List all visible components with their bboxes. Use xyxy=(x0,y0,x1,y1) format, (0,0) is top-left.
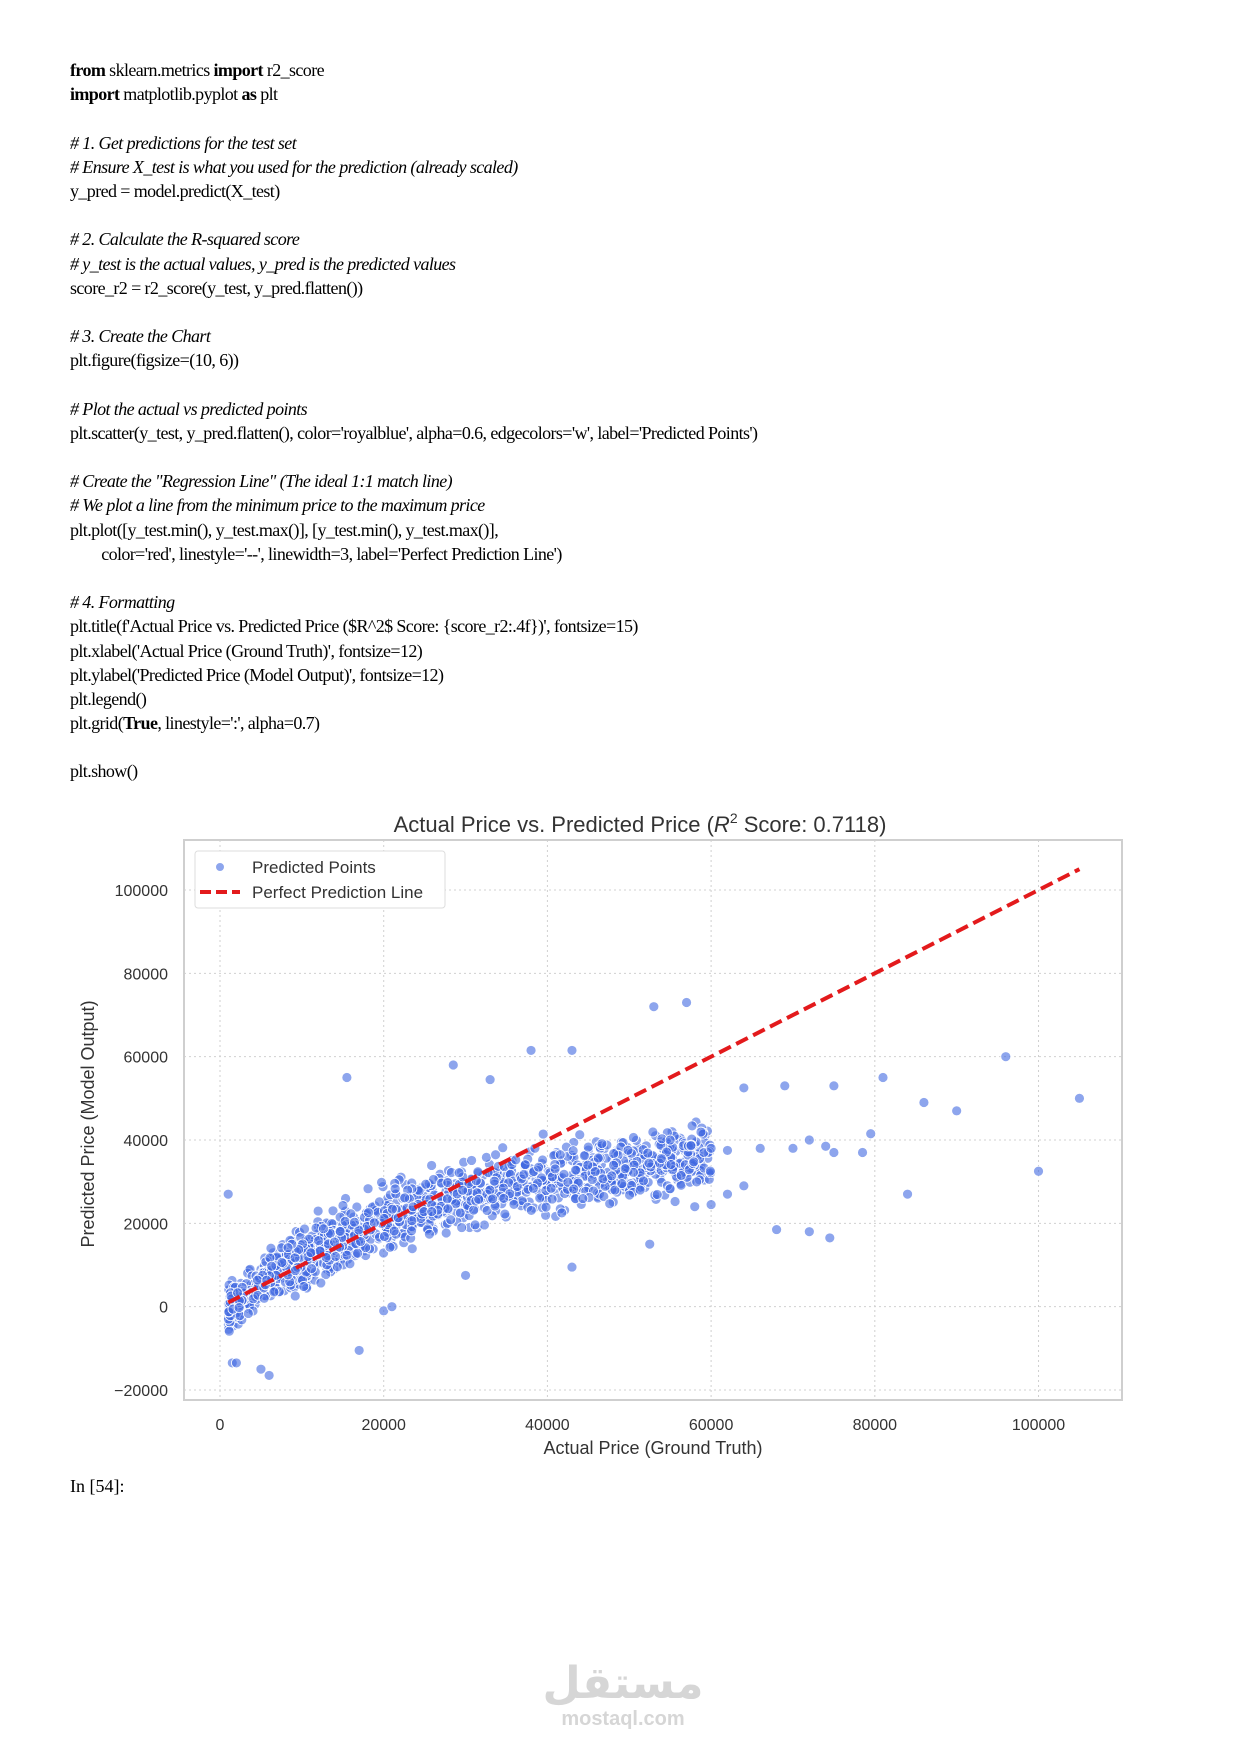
scatter-point xyxy=(349,1217,359,1227)
scatter-point xyxy=(739,1083,749,1093)
code-line xyxy=(70,155,757,179)
legend xyxy=(195,851,445,908)
scatter-point xyxy=(772,1225,782,1235)
scatter-point xyxy=(687,1121,697,1131)
code-cell xyxy=(70,58,757,784)
x-axis-label: Actual Price (Ground Truth) xyxy=(543,1438,763,1458)
perfect-prediction-line xyxy=(228,869,1079,1302)
code-comment: # 1. Get predictions for the test set xyxy=(70,132,297,153)
code-line xyxy=(70,82,757,106)
code-text: plt.plot([y_test.min(), y_test.max()], [y_test.min(), y_test.max()], xyxy=(70,519,499,540)
scatter-point xyxy=(665,1184,675,1194)
code-comment: # 2. Calculate the R-squared score xyxy=(70,229,300,250)
code-line xyxy=(70,518,757,542)
scatter-point xyxy=(652,1190,662,1200)
scatter-point xyxy=(526,1045,536,1055)
scatter-point xyxy=(353,1248,363,1258)
code-line xyxy=(70,131,757,155)
scatter-point xyxy=(481,1152,491,1162)
code-line xyxy=(70,493,757,517)
scatter-point xyxy=(266,1243,276,1253)
scatter-point xyxy=(224,1326,234,1336)
scatter-point xyxy=(739,1181,749,1191)
scatter-point xyxy=(617,1179,627,1189)
scatter-point xyxy=(390,1184,400,1194)
code-text: plt.grid( xyxy=(70,713,124,734)
code-text: plt.figure(figsize=(10, 6)) xyxy=(70,350,239,371)
code-text: plt.xlabel('Actual Price (Ground Truth)', fontsize=12) xyxy=(70,640,423,661)
x-tick-label: 20000 xyxy=(361,1417,406,1434)
scatter-point xyxy=(389,1226,399,1236)
scatter-point xyxy=(722,1145,732,1155)
watermark-latin: mostaql.com xyxy=(561,1708,685,1730)
scatter-point xyxy=(338,1201,348,1211)
code-text: matplotlib.pyplot xyxy=(119,84,242,105)
code-text: plt.legend() xyxy=(70,688,147,709)
scatter-point xyxy=(557,1208,567,1218)
scatter-point xyxy=(706,1200,716,1210)
scatter-point xyxy=(377,1177,387,1187)
scatter-point xyxy=(665,1135,675,1145)
scatter-point xyxy=(264,1370,274,1380)
y-tick-label: 40000 xyxy=(123,1133,168,1150)
scatter-point xyxy=(1001,1052,1011,1062)
scatter-point xyxy=(354,1345,364,1355)
scatter-point xyxy=(421,1179,431,1189)
scatter-point xyxy=(625,1190,635,1200)
code-text: , linestyle=':', alpha=0.7) xyxy=(157,713,320,734)
y-tick-label: 80000 xyxy=(123,966,168,984)
scatter-point xyxy=(605,1199,615,1209)
code-line xyxy=(70,300,757,324)
scatter-point xyxy=(788,1143,798,1153)
scatter-point xyxy=(509,1199,519,1209)
scatter-point xyxy=(571,1165,581,1175)
code-comment: # 3. Create the Chart xyxy=(70,326,211,347)
code-line xyxy=(70,227,757,251)
scatter-point xyxy=(407,1244,417,1254)
scatter-point xyxy=(243,1308,253,1318)
scatter-point xyxy=(534,1162,544,1172)
scatter-point xyxy=(578,1194,588,1204)
scatter-point xyxy=(457,1223,467,1233)
code-line xyxy=(70,445,757,469)
scatter-point xyxy=(300,1224,310,1234)
code-keyword: True xyxy=(123,713,158,734)
y-tick-label: 20000 xyxy=(123,1216,168,1234)
scatter-point xyxy=(256,1364,266,1374)
scatter-point xyxy=(649,1002,659,1012)
scatter-point xyxy=(670,1196,680,1206)
scatter-point xyxy=(878,1073,888,1083)
code-line xyxy=(70,348,757,372)
code-text: plt.show() xyxy=(70,761,138,782)
scatter-point xyxy=(340,1216,350,1226)
code-text: plt.scatter(y_test, y_pred.flatten(), color='royalblue', alpha=0.6, edgecolors='w', label='Predicted Points') xyxy=(70,422,758,443)
scatter-point xyxy=(1074,1093,1084,1103)
code-text: score_r2 = r2_score(y_test, y_pred.flatten()) xyxy=(70,277,363,298)
code-line xyxy=(70,639,757,663)
scatter-point xyxy=(253,1275,263,1285)
scatter-point xyxy=(804,1227,814,1237)
scatter-point xyxy=(467,1155,477,1165)
scatter-point xyxy=(441,1228,451,1238)
scatter-point xyxy=(454,1168,464,1178)
scatter-point xyxy=(427,1160,437,1170)
watermark-arabic: مستقل xyxy=(542,1658,704,1709)
scatter-point xyxy=(363,1208,373,1218)
scatter-point xyxy=(290,1253,300,1263)
scatter-point xyxy=(342,1250,352,1260)
scatter-point xyxy=(1034,1166,1044,1176)
grid-lines xyxy=(184,840,1122,1400)
code-comment: # y_test is the actual values, y_pred is the predicted values xyxy=(70,253,456,274)
scatter-point xyxy=(705,1166,715,1176)
scatter-point xyxy=(314,1236,324,1246)
scatter-point xyxy=(644,1158,654,1168)
scatter-point xyxy=(628,1133,638,1143)
scatter-point xyxy=(528,1183,538,1193)
scatter-point xyxy=(277,1257,287,1267)
scatter-point xyxy=(829,1081,839,1091)
code-line xyxy=(70,58,757,82)
scatter-point xyxy=(690,1202,700,1212)
scatter-point xyxy=(223,1189,233,1199)
x-tick-label: 80000 xyxy=(852,1417,898,1434)
scatter-points xyxy=(223,998,1084,1381)
scatter-point xyxy=(919,1098,929,1108)
scatter-point xyxy=(335,1226,345,1236)
scatter-point xyxy=(635,1185,645,1195)
code-comment: # Ensure X_test is what you used for the prediction (already scaled) xyxy=(70,156,518,177)
legend-marker-points xyxy=(216,863,225,872)
scatter-point xyxy=(443,1204,453,1214)
scatter-point xyxy=(231,1358,241,1368)
scatter-point xyxy=(498,1143,508,1153)
code-text: plt.title(f'Actual Price vs. Predicted Price ($R^2$ Score: {score_r2:.4f})', fontsize=15) xyxy=(70,616,638,637)
legend-label-points: Predicted Points xyxy=(252,858,376,877)
scatter-point xyxy=(550,1164,560,1174)
y-tick-label: 0 xyxy=(159,1299,168,1317)
scatter-point xyxy=(316,1278,326,1288)
scatter-point xyxy=(638,1176,648,1186)
code-text: plt.ylabel('Predicted Price (Model Output)', fontsize=12) xyxy=(70,664,444,685)
scatter-point xyxy=(858,1148,868,1158)
scatter-point xyxy=(299,1281,309,1291)
scatter-point xyxy=(567,1045,577,1055)
scatter-point xyxy=(485,1075,495,1085)
scatter-point xyxy=(374,1197,384,1207)
legend-label-line: Perfect Prediction Line xyxy=(252,883,424,902)
scatter-point xyxy=(470,1220,480,1230)
scatter-point xyxy=(443,1178,453,1188)
scatter-point xyxy=(609,1149,619,1159)
code-line xyxy=(70,372,757,396)
scatter-point xyxy=(682,998,692,1008)
scatter-point xyxy=(269,1287,279,1297)
scatter-point xyxy=(234,1303,244,1313)
chart-title: Actual Price vs. Predicted Price ($R^2$ Score: 0.7118) xyxy=(393,810,887,837)
y-axis-label: Predicted Price (Model Output) xyxy=(78,1000,98,1248)
code-text: r2_score xyxy=(262,60,324,80)
scatter-point xyxy=(575,1130,585,1140)
scatter-point xyxy=(526,1205,536,1215)
scatter-point xyxy=(283,1243,293,1253)
scatter-point xyxy=(568,1146,578,1156)
scatter-point xyxy=(290,1291,300,1301)
y-tick-label: 60000 xyxy=(123,1049,168,1067)
code-line xyxy=(70,397,757,421)
x-tick-label: 60000 xyxy=(688,1417,734,1434)
code-line xyxy=(70,421,757,445)
scatter-point xyxy=(363,1184,373,1194)
cell-prompt: In [54]: xyxy=(70,1476,125,1496)
code-line xyxy=(70,469,757,493)
scatter-point xyxy=(686,1141,696,1151)
scatter-point xyxy=(597,1139,607,1149)
code-keyword: as xyxy=(241,84,257,105)
y-tick-label: −20000 xyxy=(114,1383,168,1400)
scatter-point xyxy=(689,1157,699,1167)
scatter-point xyxy=(706,1143,716,1153)
scatter-point xyxy=(643,1148,653,1158)
scatter-point xyxy=(609,1160,619,1170)
code-keyword: from xyxy=(70,60,106,80)
x-tick-label: 0 xyxy=(215,1417,225,1434)
scatter-point xyxy=(952,1106,962,1116)
scatter-point xyxy=(448,1060,458,1070)
scatter-point xyxy=(259,1293,269,1303)
scatter-point xyxy=(318,1224,328,1234)
scatter-point xyxy=(535,1193,545,1203)
code-line xyxy=(70,179,757,203)
x-tick-label: 40000 xyxy=(525,1417,570,1434)
code-line xyxy=(70,203,757,227)
code-text: plt xyxy=(256,84,278,105)
scatter-point xyxy=(866,1129,876,1139)
code-line xyxy=(70,566,757,590)
scatter-point xyxy=(332,1262,342,1272)
code-line xyxy=(70,759,757,783)
scatter-point xyxy=(829,1148,839,1158)
scatter-point xyxy=(666,1159,676,1169)
watermark-logo xyxy=(523,1660,723,1731)
scatter-point xyxy=(722,1189,732,1199)
code-line xyxy=(70,276,757,300)
code-line xyxy=(70,687,757,711)
code-line xyxy=(70,735,757,759)
scatter-point xyxy=(645,1239,655,1249)
code-keyword: import xyxy=(213,60,263,80)
x-tick-label: 100000 xyxy=(1011,1417,1066,1434)
code-text: color='red', linestyle='--', linewidth=3, label='Perfect Prediction Line') xyxy=(70,543,562,564)
scatter-point xyxy=(474,1194,484,1204)
scatter-point xyxy=(620,1164,630,1174)
scatter-point xyxy=(903,1189,913,1199)
scatter-point xyxy=(696,1127,706,1137)
scatter-point xyxy=(583,1160,593,1170)
scatter-point xyxy=(306,1248,316,1258)
scatter-point xyxy=(331,1251,341,1261)
scatter-point xyxy=(385,1242,395,1252)
scatter-point xyxy=(583,1142,593,1152)
scatter-point xyxy=(342,1073,352,1083)
scatter-point xyxy=(488,1194,498,1204)
scatter-point xyxy=(489,1176,499,1186)
scatter-point xyxy=(387,1302,397,1312)
scatter-point xyxy=(648,1127,658,1137)
code-keyword: import xyxy=(70,84,120,105)
scatter-point xyxy=(461,1270,471,1280)
scatter-point xyxy=(479,1220,489,1230)
scatter-chart xyxy=(0,790,1239,1470)
scatter-point xyxy=(780,1081,790,1091)
scatter-point xyxy=(313,1206,323,1216)
scatter-point xyxy=(569,1184,579,1194)
code-comment: # Plot the actual vs predicted points xyxy=(70,398,308,419)
scatter-point xyxy=(455,1208,465,1218)
plot-frame xyxy=(184,840,1122,1400)
scatter-point xyxy=(804,1135,814,1145)
scatter-point xyxy=(387,1204,397,1214)
code-line xyxy=(70,106,757,130)
code-line xyxy=(70,252,757,276)
code-line xyxy=(70,614,757,638)
code-line xyxy=(70,663,757,687)
scatter-point xyxy=(500,1209,510,1219)
scatter-point xyxy=(692,1177,702,1187)
scatter-point xyxy=(469,1205,479,1215)
scatter-point xyxy=(821,1141,831,1151)
scatter-point xyxy=(593,1153,603,1163)
y-tick-label: 100000 xyxy=(114,883,168,900)
code-comment: # We plot a line from the minimum price to the maximum price xyxy=(70,495,485,516)
scatter-point xyxy=(307,1264,317,1274)
code-line xyxy=(70,590,757,614)
scatter-point xyxy=(267,1261,277,1271)
scatter-point xyxy=(656,1154,666,1164)
code-comment: # Create the "Regression Line" (The ideal 1:1 match line) xyxy=(70,471,453,492)
scatter-point xyxy=(446,1215,456,1225)
scatter-point xyxy=(538,1129,548,1139)
code-text: sklearn.metrics xyxy=(105,60,214,80)
scatter-point xyxy=(427,1207,437,1217)
code-comment: # 4. Formatting xyxy=(70,592,175,613)
code-line xyxy=(70,324,757,348)
code-line xyxy=(70,711,757,735)
scatter-point xyxy=(520,1160,530,1170)
scatter-point xyxy=(407,1216,417,1226)
scatter-point xyxy=(825,1233,835,1243)
scatter-point xyxy=(499,1193,509,1203)
scatter-point xyxy=(607,1171,617,1181)
code-text: y_pred = model.predict(X_test) xyxy=(70,180,280,201)
scatter-point xyxy=(567,1262,577,1272)
scatter-point xyxy=(407,1226,417,1236)
scatter-point xyxy=(555,1150,565,1160)
scatter-point xyxy=(424,1229,434,1239)
scatter-point xyxy=(379,1231,389,1241)
scatter-point xyxy=(623,1145,633,1155)
scatter-point xyxy=(519,1169,529,1179)
scatter-point xyxy=(541,1202,551,1212)
scatter-point xyxy=(400,1193,410,1203)
scatter-point xyxy=(546,1183,556,1193)
code-line xyxy=(70,542,757,566)
scatter-point xyxy=(755,1143,765,1153)
